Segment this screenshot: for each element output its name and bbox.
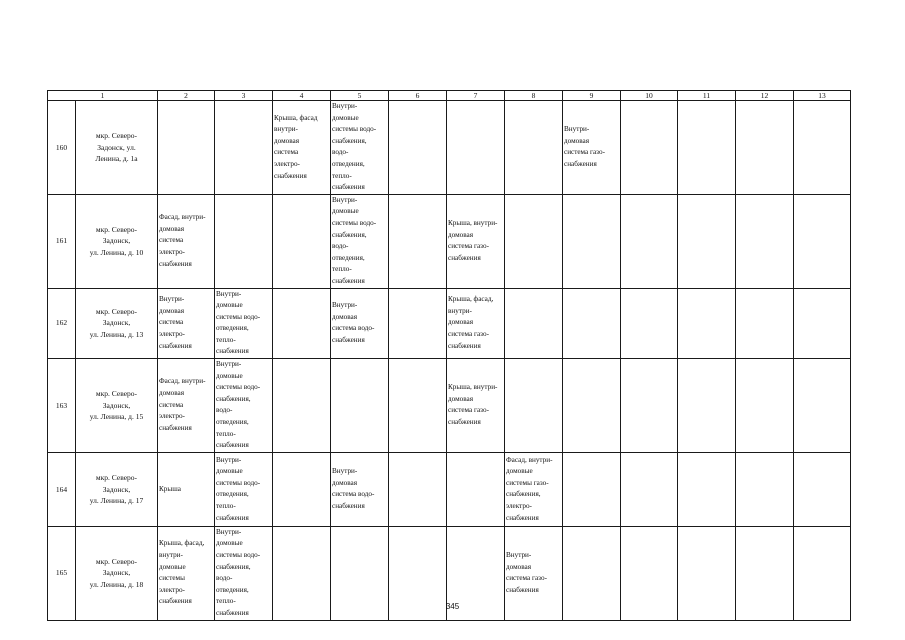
work-cell-col-2 [158,101,215,195]
work-cell-col-6 [389,194,447,288]
work-cell-text: Внутри- домовые системы водо- отведения, тепло- снабжения [216,289,261,356]
work-cell-text: Внутри- домовые системы водо- снабжения, водо- отведения, тепло- снабжения [332,102,377,192]
work-cell-col-11 [678,194,736,288]
table-row [48,288,851,359]
table-row [48,101,851,195]
work-cell-col-9 [563,288,621,359]
work-cell-text: Фасад, внутри- домовая система электро- снабжения [159,377,206,432]
row-number: 162 [48,288,76,359]
work-cell-col-4 [273,288,331,359]
work-cell-col-8 [505,101,563,195]
work-cell-text: Внутри- домовая система водо- снабжения [332,301,375,344]
row-number: 164 [48,452,76,526]
table-row [48,359,851,453]
work-cell-col-4 [273,101,331,195]
address-text: мкр. Северо- Задонск, ул. Ленина, д. 1а [95,130,138,164]
work-cell-col-8 [505,452,563,526]
work-cell-text: Внутри- домовая система газо- снабжения [564,125,605,168]
work-cell-col-6 [389,359,447,453]
works-schedule-table [47,90,851,621]
work-cell-col-8 [505,359,563,453]
work-cell-col-9 [563,359,621,453]
work-cell-col-8 [505,194,563,288]
work-cell-col-13 [794,288,851,359]
address-text: мкр. Северо- Задонск, ул. Ленина, д. 15 [89,389,144,422]
work-cell-text: Крыша, фасад, внутри- домовая система газо- снабжения [448,295,494,350]
work-cell-col-11 [678,288,736,359]
work-cell-col-3 [215,288,273,359]
address-cell [76,452,158,526]
work-cell-col-5 [331,101,389,195]
work-cell-col-2 [158,194,215,288]
work-cell-col-9 [563,452,621,526]
page-number: 345 [445,602,460,611]
header-col-7: 7 [447,91,505,101]
work-cell-col-7 [447,101,505,195]
work-cell-text: Внутри- домовая система электро- снабжения [159,295,192,350]
work-cell-col-12 [736,359,794,453]
work-cell-col-10 [621,359,678,453]
work-cell-col-9 [563,194,621,288]
work-cell-col-12 [736,194,794,288]
work-cell-col-5 [331,194,389,288]
row-number: 160 [48,101,76,195]
work-cell-col-5 [331,288,389,359]
header-col-2: 2 [158,91,215,101]
work-cell-col-12 [736,101,794,195]
work-cell-col-7 [447,452,505,526]
address-text: мкр. Северо- Задонск, ул. Ленина, д. 17 [89,472,144,506]
work-cell-col-3 [215,359,273,453]
header-col-5: 5 [331,91,389,101]
table-row [48,452,851,526]
header-col-3: 3 [215,91,273,101]
work-cell-col-11 [678,359,736,453]
work-cell-col-13 [794,359,851,453]
work-cell-text: Внутри- домовая система газо- снабжения [506,551,547,594]
header-col-11: 11 [678,91,736,101]
address-text: мкр. Северо- Задонск, ул. Ленина, д. 13 [89,306,144,340]
header-col-10: 10 [621,91,678,101]
work-cell-col-12 [736,452,794,526]
work-cell-text: Внутри- домовая система водо- снабжения [332,467,375,510]
work-cell-col-6 [389,288,447,359]
work-cell-col-11 [678,452,736,526]
work-cell-col-10 [621,452,678,526]
address-cell [76,359,158,453]
work-cell-col-13 [794,452,851,526]
address-cell [76,101,158,195]
work-cell-text: Внутри- домовые системы водо- снабжения, водо- отведения, тепло- снабжения [332,195,377,285]
address-cell [76,194,158,288]
work-cell-col-7 [447,194,505,288]
row-number: 165 [48,526,76,620]
work-cell-col-5 [331,452,389,526]
work-cell-col-12 [736,288,794,359]
work-cell-col-10 [621,288,678,359]
work-cell-col-4 [273,359,331,453]
work-cell-col-8 [505,288,563,359]
work-cell-col-3 [215,194,273,288]
work-cell-col-7 [447,359,505,453]
work-cell-text: Внутри- домовые системы водо- снабжения, водо- отведения, тепло- снабжения [216,360,261,450]
work-cell-col-7 [447,288,505,359]
work-cell-text: Крыша [159,484,181,493]
table-row [48,194,851,288]
header-col-12: 12 [736,91,794,101]
work-cell-col-3 [215,452,273,526]
work-cell-col-13 [794,194,851,288]
work-cell-col-4 [273,452,331,526]
work-cell-text: Крыша, внутри- домовая система газо- снабжения [448,218,498,262]
work-cell-text: Внутри- домовые системы водо- снабжения, водо- отведения, тепло- снабжения [216,527,261,617]
header-col-9: 9 [563,91,621,101]
work-cell-col-11 [678,101,736,195]
column-number-header-row [48,91,851,101]
work-cell-text: Крыша, фасад внутри- домовая система электро- снабжения [274,113,318,180]
work-cell-col-6 [389,452,447,526]
work-cell-text: Внутри- домовые системы водо- отведения, тепло- снабжения [216,455,261,522]
address-cell [76,288,158,359]
work-cell-text: Фасад, внутри- домовые системы газо- снабжения, электро- снабжения [506,455,553,522]
work-cell-col-2 [158,359,215,453]
work-cell-text: Фасад, внутри- домовая система электро- снабжения [159,213,206,268]
work-cell-col-13 [794,101,851,195]
work-cell-col-2 [158,288,215,359]
work-cell-col-6 [389,101,447,195]
address-text: мкр. Северо- Задонск, ул. Ленина, д. 10 [89,224,144,257]
header-col-8: 8 [505,91,563,101]
work-cell-col-10 [621,194,678,288]
header-col-13: 13 [794,91,851,101]
work-cell-col-2 [158,452,215,526]
work-cell-col-10 [621,101,678,195]
header-col-6: 6 [389,91,447,101]
row-number: 163 [48,359,76,453]
work-cell-col-3 [215,101,273,195]
work-cell-text: Крыша, внутри- домовая система газо- снабжения [448,383,498,427]
header-col-1: 1 [48,91,158,101]
work-cell-col-5 [331,359,389,453]
work-cell-text: Крыша, фасад, внутри- домовые системы электро- снабжения [159,539,205,606]
work-cell-col-9 [563,101,621,195]
work-cell-col-4 [273,194,331,288]
address-text: мкр. Северо- Задонск, ул. Ленина, д. 18 [89,556,144,589]
row-number: 161 [48,194,76,288]
header-col-4: 4 [273,91,331,101]
